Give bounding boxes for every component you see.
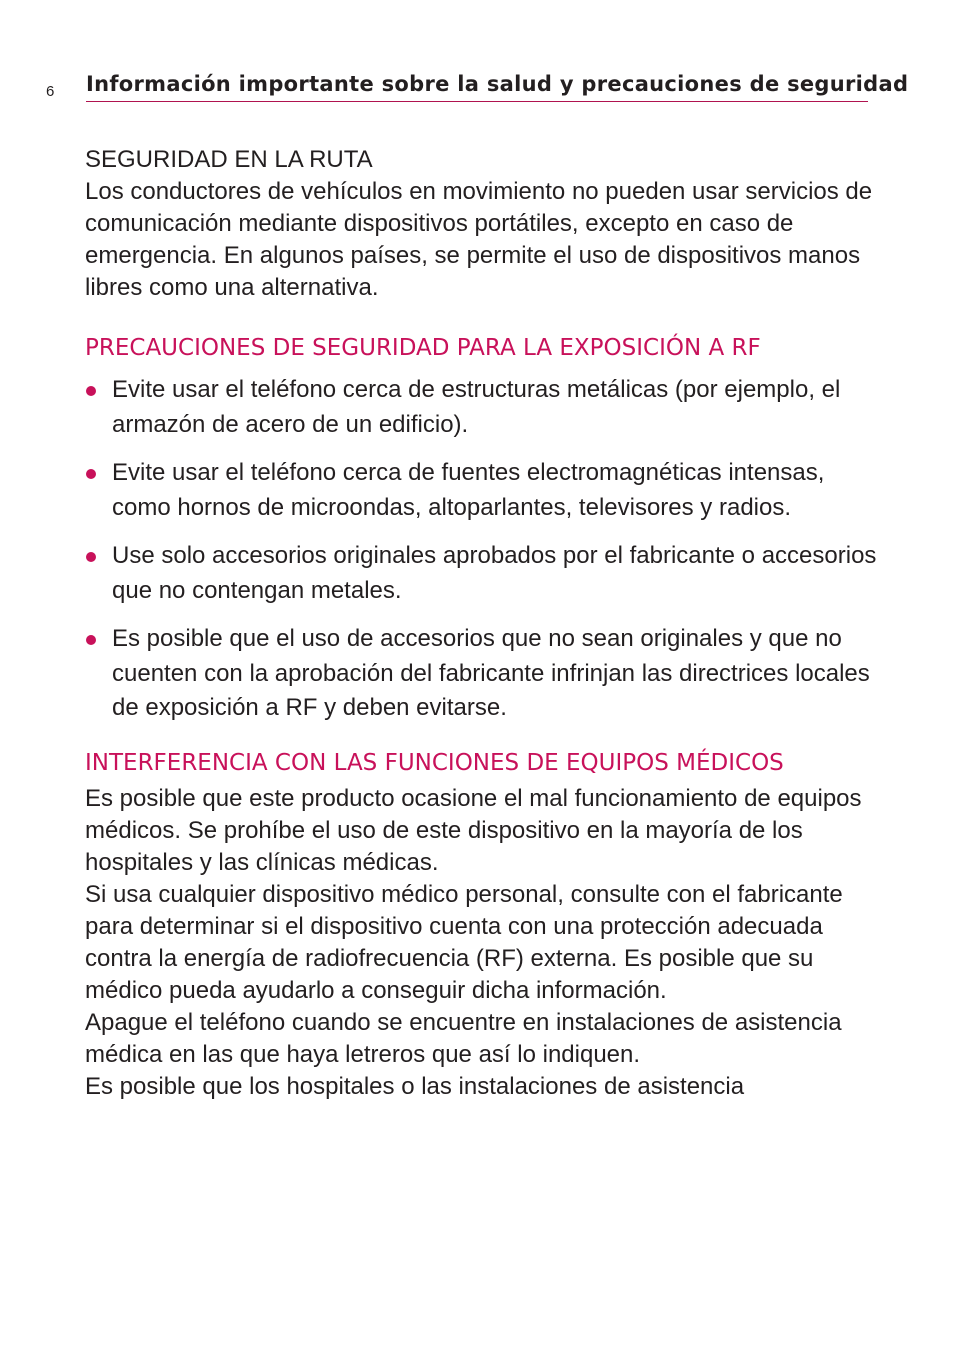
road-safety-paragraph: Los conductores de vehículos en movimiento no pueden usar servicios de comunicación mediante dispositivos portátiles, excepto en caso de emergencia. En algunos países, se permite el uso de dispositivos manos libres como una alternativa. <box>85 178 873 301</box>
bullet-dot-icon <box>86 635 96 645</box>
running-header-title: Información importante sobre la salud y precauciones de seguridad <box>86 72 909 96</box>
page-content <box>85 144 885 1103</box>
list-item <box>85 373 885 442</box>
page-number: 6 <box>46 83 55 100</box>
medical-paragraph-2: Si usa cualquier dispositivo médico personal, consulte con el fabricante para determinar si el dispositivo cuenta con una protección adecuada contra la energía de radiofrecuencia (RF) externa. Es posible que su médico pueda ayudarlo a conseguir dicha información. <box>85 880 843 1004</box>
medical-paragraph-3: Apague el teléfono cuando se encuentre en instalaciones de asistencia médica en las que haya letreros que así lo indiquen. <box>85 1008 842 1068</box>
medical-interference-heading: INTERFERENCIA CON LAS FUNCIONES DE EQUIPOS MÉDICOS <box>85 749 784 776</box>
running-header <box>86 70 909 102</box>
rf-exposure-section <box>85 331 885 726</box>
medical-paragraph-4: Es posible que los hospitales o las instalaciones de asistencia <box>85 1072 745 1100</box>
list-item-text: Evite usar el teléfono cerca de estructuras metálicas (por ejemplo, el armazón de acero de un edificio). <box>112 376 841 438</box>
list-item-text: Es posible que el uso de accesorios que no sean originales y que no cuenten con la aprobación del fabricante infrinjan las directrices locales de exposición a RF y deben evitarse. <box>112 625 870 721</box>
road-safety-section <box>85 144 885 304</box>
list-item <box>85 622 885 726</box>
road-safety-title: SEGURIDAD EN LA RUTA <box>85 146 373 173</box>
bullet-dot-icon <box>86 386 96 396</box>
rf-exposure-heading: PRECAUCIONES DE SEGURIDAD PARA LA EXPOSICIÓN A RF <box>85 335 761 361</box>
rf-exposure-list <box>85 373 885 726</box>
list-item <box>85 456 885 525</box>
medical-interference-section <box>85 746 885 1103</box>
list-item-text: Evite usar el teléfono cerca de fuentes electromagnéticas intensas, como hornos de microondas, altoparlantes, televisores y radios. <box>112 459 825 521</box>
medical-paragraph-1: Es posible que este producto ocasione el mal funcionamiento de equipos médicos. Se prohíbe el uso de este dispositivo en la mayoría de los hospitales y las clínicas médicas. <box>85 784 862 876</box>
list-item <box>85 539 885 608</box>
list-item-text: Use solo accesorios originales aprobados por el fabricante o accesorios que no contengan metales. <box>112 542 877 604</box>
bullet-dot-icon <box>86 469 96 479</box>
bullet-dot-icon <box>86 552 96 562</box>
